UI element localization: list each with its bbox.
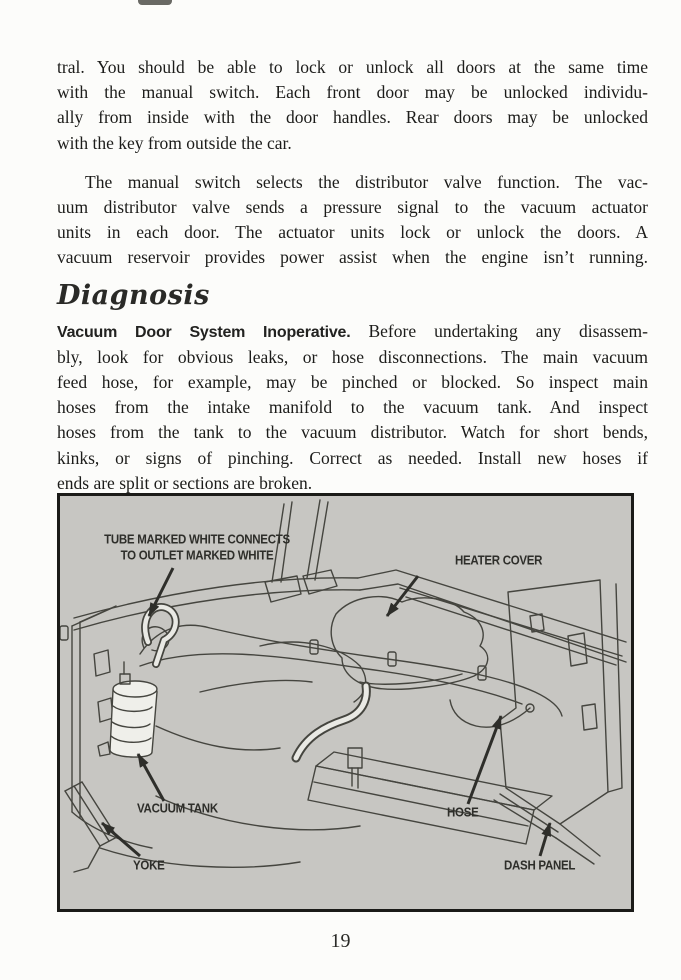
text-line: hoses from the tank to the vacuum distributor. Watch for short bends,	[57, 422, 648, 443]
body-text-column	[57, 55, 648, 496]
scan-artifact-smudge	[138, 0, 172, 5]
text-line: kinks, or signs of pinching. Correct as needed. Install new hoses if	[57, 447, 648, 468]
text-line: feed hose, for example, may be pinched or blocked. So inspect main	[57, 372, 648, 393]
text-line: vacuum reservoir provides power assist when the engine isn’t running.	[57, 247, 648, 268]
label-vacuum-tank: VACUUM TANK	[137, 801, 218, 816]
dash-panel-shape	[450, 580, 622, 864]
dash-panel-arrow	[540, 823, 550, 856]
label-yoke: YOKE	[133, 858, 165, 873]
text-line: with the key from outside the car.	[57, 132, 292, 153]
paragraph-diagnosis	[57, 319, 648, 496]
label-hose: HOSE	[447, 805, 479, 820]
heater-cover-arrow	[387, 576, 418, 616]
text-line	[57, 319, 648, 345]
text-line: ends are split or sections are broken.	[57, 472, 313, 493]
text-line: The manual switch selects the distributor valve function. The vac-	[85, 171, 648, 192]
bold-lead-in: Vacuum Door System Inoperative.	[57, 323, 351, 341]
text-line: tral. You should be able to lock or unlock all doors at the same time	[57, 57, 648, 77]
paragraph-door-locks	[57, 55, 648, 156]
section-heading-diagnosis: Diagnosis	[57, 279, 210, 311]
text-line: ally from inside with the door handles. Rear doors may be unlocked	[57, 107, 648, 128]
text-run: Before undertaking any disassem-	[350, 320, 648, 341]
yoke-shape	[65, 782, 117, 872]
label-line: TO OUTLET MARKED WHITE	[120, 547, 274, 563]
text-line: bly, look for obvious leaks, or hose disconnections. The main vacuum	[57, 346, 648, 367]
vacuum-tank-shape	[98, 662, 157, 757]
label-heater-cover: HEATER COVER	[455, 553, 543, 568]
text-line: units in each door. The actuator units lock or unlock the doors. A	[57, 222, 648, 243]
text-line: hoses from the intake manifold to the vacuum tank. And inspect	[57, 397, 648, 418]
label-dash-panel: DASH PANEL	[504, 858, 576, 873]
page-number: 19	[330, 930, 351, 952]
hose-arrow	[468, 716, 501, 804]
vacuum-tank-arrow	[138, 754, 164, 801]
diagonal-brace-bar	[308, 752, 552, 844]
paragraph-manual-switch	[57, 170, 648, 271]
text-line: uum distributor valve sends a pressure signal to the vacuum actuator	[57, 197, 648, 218]
label-line: TUBE MARKED WHITE CONNECTS	[104, 532, 290, 547]
label-tube-marked-white	[97, 532, 298, 564]
figure-vacuum-door-system	[57, 493, 634, 912]
text-line: with the manual switch. Each front door may be unlocked individu-	[57, 82, 648, 103]
